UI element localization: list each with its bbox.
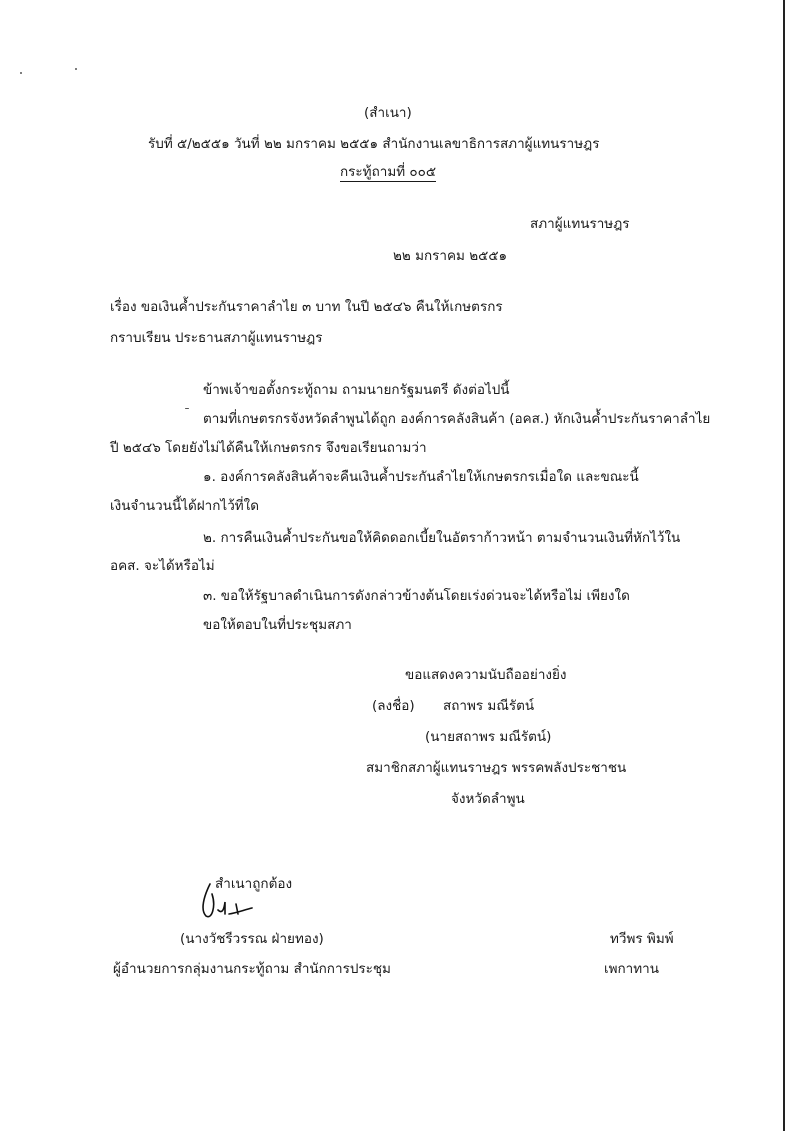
- scan-speck: [185, 408, 189, 409]
- question-number: [340, 163, 436, 181]
- received-line: รับที่ ๕/๒๕๕๑ วันที่ ๒๒ มกราคม ๒๕๕๑ สำนักงานเลขาธิการสภาผู้แทนราษฎร: [148, 136, 600, 152]
- question-1-line-1: ๑. องค์การคลังสินค้าจะคืนเงินค้ำประกันลำไยให้เกษตรกรเมื่อใด และขณะนี้: [203, 469, 639, 485]
- sender-office: สภาผู้แทนราษฎร: [530, 216, 630, 232]
- signer-province: จังหวัดลำพูน: [451, 791, 525, 807]
- checked-by: เพกาทาน: [604, 961, 659, 977]
- certified-label: สำเนาถูกต้อง: [215, 876, 293, 892]
- letter-intro: ข้าพเจ้าขอตั้งกระทู้ถาม ถามนายกรัฐมนตรี ดังต่อไปนี้: [203, 382, 510, 398]
- question-number-text: กระทู้ถามที่ ๐๐๕: [340, 164, 437, 180]
- question-2-line-2: อคส. จะได้หรือไม่: [110, 558, 215, 574]
- closing-regards: ขอแสดงความนับถืออย่างยิ่ง: [405, 667, 567, 683]
- signer-full-name: (นายสถาพร มณีรัตน์): [425, 729, 552, 745]
- handwritten-signature: [196, 880, 256, 924]
- letter-subject: เรื่อง ขอเงินค้ำประกันราคาลำไย ๓ บาท ในปี ๒๕๔๖ คืนให้เกษตรกร: [110, 299, 503, 315]
- scan-edge-line: [783, 0, 785, 1131]
- question-2-line-1: ๒. การคืนเงินค้ำประกันขอให้คิดดอกเบี้ยในอัตราก้าวหน้า ตามจำนวนเงินที่หักไว้ใน: [203, 530, 681, 546]
- signer-position: สมาชิกสภาผู้แทนราษฎร พรรคพลังประชาชน: [366, 760, 627, 776]
- scan-speck: [75, 68, 77, 70]
- question-3-line-2: ขอให้ตอบในที่ประชุมสภา: [203, 617, 352, 633]
- letter-salutation: กราบเรียน ประธานสภาผู้แทนราษฎร: [110, 330, 323, 346]
- certifier-position: ผู้อำนวยการกลุ่มงานกระทู้ถาม สำนักการประชุม: [113, 961, 391, 977]
- signed-name: สถาพร มณีรัตน์: [443, 698, 535, 714]
- copy-label: (สำเนา): [364, 105, 412, 121]
- certifier-name: (นางวัชรีวรรณ ฝ่ายทอง): [180, 931, 324, 947]
- letter-date: ๒๒ มกราคม ๒๕๕๑: [393, 248, 508, 264]
- paragraph-line-2: ปี ๒๕๔๖ โดยยังไม่ได้คืนให้เกษตรกร จึงขอเรียนถามว่า: [110, 440, 427, 456]
- question-3-line-1: ๓. ขอให้รัฐบาลดำเนินการดังกล่าวข้างต้นโดยเร่งด่วนจะได้หรือไม่ เพียงใด: [203, 588, 630, 604]
- signed-label: (ลงชื่อ): [372, 698, 415, 714]
- paragraph-line-1: ตามที่เกษตรกรจังหวัดลำพูนได้ถูก องค์การคลังสินค้า (อคส.) หักเงินค้ำประกันราคาลำไย: [203, 411, 711, 427]
- question-1-line-2: เงินจำนวนนี้ได้ฝากไว้ที่ใด: [110, 498, 260, 514]
- typed-by: ทวีพร พิมพ์: [610, 931, 674, 947]
- scan-speck: [20, 72, 22, 74]
